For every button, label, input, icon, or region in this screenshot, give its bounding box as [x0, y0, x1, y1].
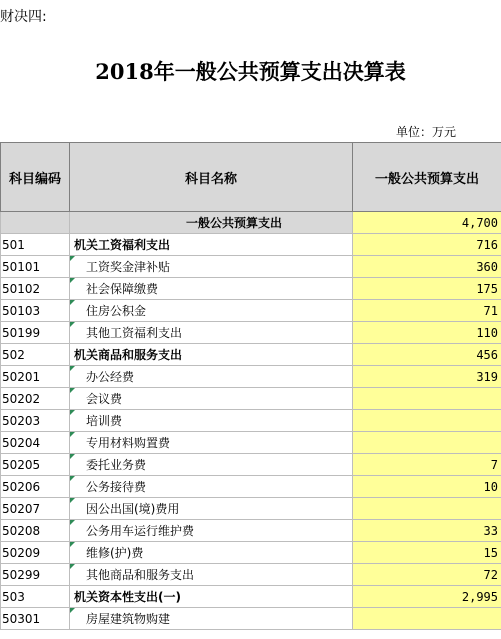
header-code[interactable]: 科目编码 — [1, 143, 70, 212]
amount-cell[interactable]: 360 — [353, 256, 501, 278]
comment-marker-icon — [70, 476, 75, 481]
amount-cell[interactable] — [353, 388, 501, 410]
name-text: 培训费 — [86, 414, 123, 428]
table-row — [1, 344, 501, 366]
comment-marker-icon — [70, 564, 75, 569]
name-cell[interactable] — [70, 256, 353, 278]
amount-cell[interactable]: 33 — [353, 520, 501, 542]
code-cell[interactable]: 50103 — [1, 300, 70, 322]
name-cell[interactable] — [70, 322, 353, 344]
total-amount-cell[interactable]: 4,700 — [353, 212, 501, 234]
code-cell[interactable]: 50206 — [1, 476, 70, 498]
code-cell[interactable]: 503 — [1, 586, 70, 608]
name-text: 住房公积金 — [86, 304, 147, 318]
code-cell[interactable]: 50208 — [1, 520, 70, 542]
amount-cell[interactable]: 319 — [353, 366, 501, 388]
amount-cell[interactable]: 2,995 — [353, 586, 501, 608]
table-row — [1, 388, 501, 410]
amount-cell[interactable] — [353, 498, 501, 520]
comment-marker-icon — [70, 388, 75, 393]
name-cell[interactable] — [70, 542, 353, 564]
amount-cell[interactable]: 72 — [353, 564, 501, 586]
code-cell[interactable]: 50199 — [1, 322, 70, 344]
code-cell[interactable]: 50301 — [1, 608, 70, 630]
name-text: 房屋建筑物购建 — [86, 612, 171, 626]
table-row — [1, 432, 501, 454]
code-cell[interactable]: 50201 — [1, 366, 70, 388]
table-row — [1, 520, 501, 542]
name-cell[interactable] — [70, 366, 353, 388]
code-cell[interactable]: 50202 — [1, 388, 70, 410]
code-cell[interactable]: 501 — [1, 234, 70, 256]
table-row — [1, 300, 501, 322]
name-cell[interactable] — [70, 454, 353, 476]
name-text: 社会保障缴费 — [86, 282, 159, 296]
amount-cell[interactable] — [353, 432, 501, 454]
budget-table — [0, 142, 501, 630]
comment-marker-icon — [70, 454, 75, 459]
name-text: 工资奖金津补贴 — [86, 260, 171, 274]
code-cell[interactable]: 50101 — [1, 256, 70, 278]
amount-cell[interactable]: 7 — [353, 454, 501, 476]
name-text: 会议费 — [86, 392, 123, 406]
name-cell[interactable] — [70, 300, 353, 322]
table-row — [1, 278, 501, 300]
amount-cell[interactable]: 110 — [353, 322, 501, 344]
code-cell[interactable]: 50299 — [1, 564, 70, 586]
total-code-cell[interactable] — [1, 212, 70, 234]
code-cell[interactable]: 50205 — [1, 454, 70, 476]
name-text: 机关资本性支出(一) — [74, 590, 181, 604]
table-row — [1, 476, 501, 498]
comment-marker-icon — [70, 432, 75, 437]
comment-marker-icon — [70, 278, 75, 283]
code-cell[interactable]: 50209 — [1, 542, 70, 564]
comment-marker-icon — [70, 498, 75, 503]
header-amount[interactable]: 一般公共预算支出 — [353, 143, 501, 212]
comment-marker-icon — [70, 322, 75, 327]
comment-marker-icon — [70, 542, 75, 547]
amount-cell[interactable] — [353, 608, 501, 630]
name-cell[interactable] — [70, 476, 353, 498]
table-row — [1, 234, 501, 256]
name-cell[interactable] — [70, 498, 353, 520]
name-cell[interactable] — [70, 278, 353, 300]
total-name-cell[interactable]: 一般公共预算支出 — [70, 212, 353, 234]
amount-cell[interactable]: 15 — [353, 542, 501, 564]
name-cell[interactable] — [70, 388, 353, 410]
name-cell[interactable] — [70, 410, 353, 432]
name-cell[interactable] — [70, 344, 353, 366]
amount-cell[interactable]: 10 — [353, 476, 501, 498]
name-text: 办公经费 — [86, 370, 135, 384]
name-cell[interactable] — [70, 586, 353, 608]
code-cell[interactable]: 50204 — [1, 432, 70, 454]
name-text: 公务接待费 — [86, 480, 147, 494]
comment-marker-icon — [70, 410, 75, 415]
table-row — [1, 410, 501, 432]
comment-marker-icon — [70, 256, 75, 261]
page-title: 2018年一般公共预算支出决算表 — [95, 59, 406, 84]
name-text: 其他工资福利支出 — [86, 326, 183, 340]
table-row — [1, 608, 501, 630]
code-cell[interactable]: 50102 — [1, 278, 70, 300]
name-text: 委托业务费 — [86, 458, 147, 472]
table-row — [1, 322, 501, 344]
table-row — [1, 498, 501, 520]
name-text: 因公出国(境)费用 — [86, 502, 180, 516]
amount-cell[interactable]: 456 — [353, 344, 501, 366]
amount-cell[interactable]: 71 — [353, 300, 501, 322]
name-text: 其他商品和服务支出 — [86, 568, 195, 582]
table-row — [1, 542, 501, 564]
name-text: 机关商品和服务支出 — [74, 348, 183, 362]
header-name[interactable]: 科目名称 — [70, 143, 353, 212]
table-row — [1, 256, 501, 278]
amount-cell[interactable]: 716 — [353, 234, 501, 256]
name-text: 机关工资福利支出 — [74, 238, 171, 252]
table-row — [1, 366, 501, 388]
comment-marker-icon — [70, 520, 75, 525]
table-row — [1, 586, 501, 608]
amount-cell[interactable] — [353, 410, 501, 432]
unit-label: 单位：万元 — [396, 125, 457, 139]
name-text: 维修(护)费 — [86, 546, 144, 560]
document-code-label: 财决四: — [0, 9, 47, 25]
comment-marker-icon — [70, 366, 75, 371]
table-row — [1, 454, 501, 476]
code-cell[interactable]: 502 — [1, 344, 70, 366]
name-text: 专用材料购置费 — [86, 436, 171, 450]
total-row — [1, 212, 501, 234]
code-cell[interactable]: 50203 — [1, 410, 70, 432]
table-header-row — [1, 143, 501, 212]
name-text: 公务用车运行维护费 — [86, 524, 195, 538]
amount-cell[interactable]: 175 — [353, 278, 501, 300]
name-cell[interactable] — [70, 234, 353, 256]
name-cell[interactable] — [70, 608, 353, 630]
table-row — [1, 564, 501, 586]
code-cell[interactable]: 50207 — [1, 498, 70, 520]
comment-marker-icon — [70, 300, 75, 305]
name-cell[interactable] — [70, 520, 353, 542]
name-cell[interactable] — [70, 432, 353, 454]
comment-marker-icon — [70, 608, 75, 613]
name-cell[interactable] — [70, 564, 353, 586]
